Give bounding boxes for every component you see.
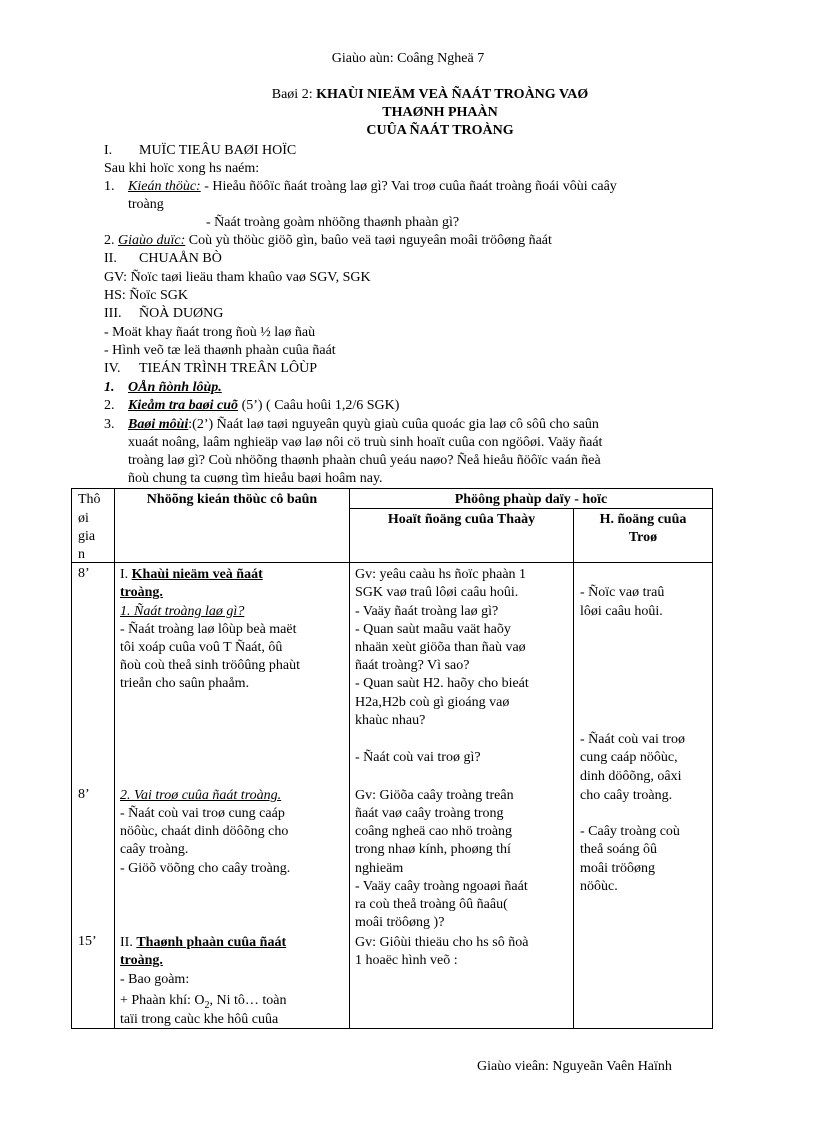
header-teacher: Hoaït ñoäng cuûa Thaày	[387, 512, 536, 527]
step-2-number: 2.	[104, 398, 115, 413]
content-paragraph-line: ñoù coù theå sinh tröôûng phaùt	[120, 658, 301, 673]
teacher-preparation: GV: Ñoïc taøi lieäu tham khaûo vaø SGV, SGK	[104, 270, 371, 285]
section-2-number: II.	[104, 251, 117, 266]
content-subheading-2: 2. Vai troø cuûa ñaát troàng.	[120, 788, 282, 803]
content-paragraph-line: caây troàng.	[120, 842, 189, 857]
lesson-title: KHAÙI NIEÄM VEÀ ÑAÁT TROÀNG VAØ	[316, 87, 589, 102]
content-heading-2-cont: troàng.	[120, 953, 163, 968]
content-heading-1	[120, 566, 263, 584]
time-cell: 15’	[78, 934, 97, 949]
step-3-text: :(2’) Ñaát laø taøi nguyeân quyù giaù cuûa quoác gia laø cô sôû cho saûn	[188, 417, 599, 432]
teacher-line: 1 hoaëc hình veõ :	[355, 953, 458, 968]
content-heading-2	[120, 934, 286, 952]
teacher-line: Gv: Giöõa caây troàng treân	[355, 788, 514, 803]
content-heading-1-cont: troàng.	[120, 585, 163, 600]
teacher-line: nghieäm	[355, 861, 404, 876]
teacher-line: Gv: Giôùi thieäu cho hs sô ñoà	[355, 935, 529, 950]
header-time-part: Thô	[78, 492, 101, 507]
equipment-item-2: - Hình veõ tæ leä thaønh phaàn cuûa ñaát	[104, 343, 336, 358]
header-student-line-1: H. ñoäng cuûa	[599, 512, 687, 527]
teacher-line: moâi tröôøng )?	[355, 915, 445, 930]
table-col-line-2	[349, 488, 350, 1029]
content-paragraph-line: - Ñaát coù vai troø cung caáp	[120, 806, 285, 821]
section-1-item-1-cont: troàng	[128, 197, 164, 212]
section-1-item-2-number: 2.	[104, 233, 118, 248]
content-heading-2-text: Thaønh phaàn cuûa ñaát	[136, 935, 287, 950]
student-line: lôøi caâu hoûi.	[580, 604, 663, 619]
content-paragraph-line: nöôùc, chaát dinh döôõng cho	[120, 824, 289, 839]
header-time-part: gia	[78, 529, 96, 544]
teacher-line: trong nhaø kính, phoøng thí	[355, 842, 511, 857]
step-3-number: 3.	[104, 417, 115, 432]
student-preparation: HS: Ñoïc SGK	[104, 288, 189, 303]
section-1-item-2	[104, 232, 552, 250]
content-paragraph-line	[120, 992, 287, 1010]
header-content: Nhöõng kieán thöùc cô baûn	[146, 492, 318, 507]
education-text: Coù yù thöùc giöõ gìn, baûo veä taøi nguyeân moâi tröôøng ñaát	[185, 233, 552, 248]
time-cell: 8’	[78, 787, 90, 802]
content-paragraph-line: - Ñaát troàng laø lôùp beà maët	[120, 622, 297, 637]
lesson-title-prefix: Baøi 2:	[271, 87, 317, 102]
table-col-line-1	[114, 488, 115, 1029]
content-heading-1-text: Khaùi nieäm veà ñaát	[131, 567, 263, 582]
student-line: - Ñaát coù vai troø	[580, 732, 685, 747]
teacher-line: coâng ngheä cao nhö troàng	[355, 824, 513, 839]
section-1-item-1	[128, 178, 617, 196]
table-header-bottom	[71, 562, 713, 563]
content-paragraph-line: - Bao goàm:	[120, 972, 190, 987]
content-paragraph-line: - Giöõ vöõng cho caây troàng.	[120, 861, 291, 876]
student-line: moâi tröôøng	[580, 861, 656, 876]
section-1-number: I.	[104, 143, 113, 158]
student-line: - Caây troàng coù	[580, 824, 680, 839]
teacher-line: - Vaäy ñaát troàng laø gì?	[355, 604, 499, 619]
lesson-title-line-2: THAØNH PHAÀN	[382, 105, 498, 120]
teacher-line: - Quan saùt maãu vaät haõy	[355, 622, 511, 637]
section-3-title: ÑOÀ DUØNG	[139, 306, 224, 321]
table-border-left	[71, 488, 72, 1029]
step-3	[128, 416, 599, 434]
content-heading-1-label: I.	[120, 567, 132, 582]
student-line: dinh döôõng, oâxi	[580, 769, 682, 784]
section-1-title: MUÏC TIEÂU BAØI HOÏC	[139, 143, 297, 158]
section-2-title: CHUAÅN BÒ	[139, 251, 222, 266]
content-subheading-1: 1. Ñaát troàng laø gì?	[120, 604, 245, 619]
student-line: theå soáng ôû	[580, 842, 657, 857]
table-border-right	[712, 488, 713, 1029]
teacher-line: ñaát troàng? Vì sao?	[355, 658, 470, 673]
step-2	[128, 397, 399, 415]
teacher-line: ñaát vaø caây troàng trong	[355, 806, 504, 821]
gas-subscript: 2	[204, 999, 210, 1011]
header-time-part: n	[78, 547, 85, 562]
teacher-line: nhaän xeùt giöõa than ñaù vaø	[355, 640, 526, 655]
teacher-line: Gv: yeâu caàu hs ñoïc phaàn 1	[355, 567, 527, 582]
step-3-line-3: troàng laø gì? Coù nhöõng thaønh phaàn chuû yeáu naøo? Ñeå hieåu ñöôïc vaán ñeà	[128, 453, 601, 468]
equipment-item-1: - Moät khay ñaát trong ñoù ½ laø ñaù	[104, 325, 316, 340]
time-cell: 8’	[78, 566, 90, 581]
step-2-text: (5’) ( Caâu hoûi 1,2/6 SGK)	[238, 398, 400, 413]
gas-text-b: , Ni tô… toàn	[209, 993, 287, 1008]
header-time-part: øi	[78, 511, 89, 526]
content-paragraph-line: tôi xoáp cuûa voû T Ñaát, ôû	[120, 640, 283, 655]
teacher-line: - Quan saùt H2. haõy cho bieát	[355, 676, 529, 691]
section-4-number: IV.	[104, 361, 121, 376]
teacher-line: khaùc nhau?	[355, 713, 426, 728]
education-label: Giaùo duïc:	[118, 233, 186, 248]
section-4-title: TIEÁN TRÌNH TREÂN LÔÙP	[139, 361, 317, 376]
step-3-line-2: xuaát noâng, laâm nghieäp vaø laø nôi cö truù sinh hoaït cuûa con ngöôøi. Vaäy ñaát	[128, 435, 603, 450]
step-3-label: Baøi môùi	[128, 417, 189, 432]
teacher-line: - Ñaát coù vai troø gì?	[355, 750, 481, 765]
knowledge-label: Kieán thöùc:	[128, 179, 201, 194]
teacher-signature: Giaùo vieân: Nguyeãn Vaên Haïnh	[477, 1059, 672, 1074]
table-border-top	[71, 488, 713, 489]
student-line: cho caây troàng.	[580, 788, 673, 803]
section-1-intro: Sau khi hoïc xong hs naém:	[104, 161, 260, 176]
student-line: nöôùc.	[580, 879, 618, 894]
header-method: Phöông phaùp daïy - hoïc	[454, 492, 608, 507]
step-1-text: OÅn ñònh lôùp.	[128, 380, 222, 395]
teacher-line: ra coù theå troàng ôû ñaâu(	[355, 897, 508, 912]
content-paragraph-line: taïi trong caùc khe hôû cuûa	[120, 1012, 279, 1027]
section-1-item-1-sub: - Ñaát troàng goàm nhöõng thaønh phaàn gì?	[206, 215, 460, 230]
teacher-line: H2a,H2b coù gì gioáng vaø	[355, 695, 510, 710]
header-student-line-2: Troø	[628, 530, 658, 545]
document-header: Giaùo aùn: Coâng Ngheä 7	[331, 51, 485, 66]
content-heading-2-label: II.	[120, 935, 137, 950]
section-1-item-1-number: 1.	[104, 179, 115, 194]
knowledge-text: - Hieåu ñöôïc ñaát troàng laø gì? Vai troø cuûa ñaát troàng ñoái vôùi caây	[200, 179, 617, 194]
student-line: cung caáp nöôùc,	[580, 750, 678, 765]
content-paragraph-line: trieån cho saûn phaåm.	[120, 676, 250, 691]
step-2-label: Kieåm tra baøi cuõ	[128, 398, 239, 413]
student-line: - Ñoïc vaø traû	[580, 585, 665, 600]
teacher-line: SGK vaø traû lôøi caâu hoûi.	[355, 585, 519, 600]
lesson-title-line-3: CUÛA ÑAÁT TROÀNG	[366, 123, 514, 138]
section-3-number: III.	[104, 306, 122, 321]
step-1-number: 1.	[104, 380, 115, 395]
lesson-title-line-1	[0, 86, 816, 104]
gas-text-a: + Phaàn khí: O	[120, 993, 205, 1008]
table-col-line-3	[573, 508, 574, 1029]
teacher-line: - Vaäy caây troàng ngoaøi ñaát	[355, 879, 528, 894]
step-3-line-4: ñoù chung ta cuøng tìm hieåu baøi hoâm nay.	[128, 471, 383, 486]
